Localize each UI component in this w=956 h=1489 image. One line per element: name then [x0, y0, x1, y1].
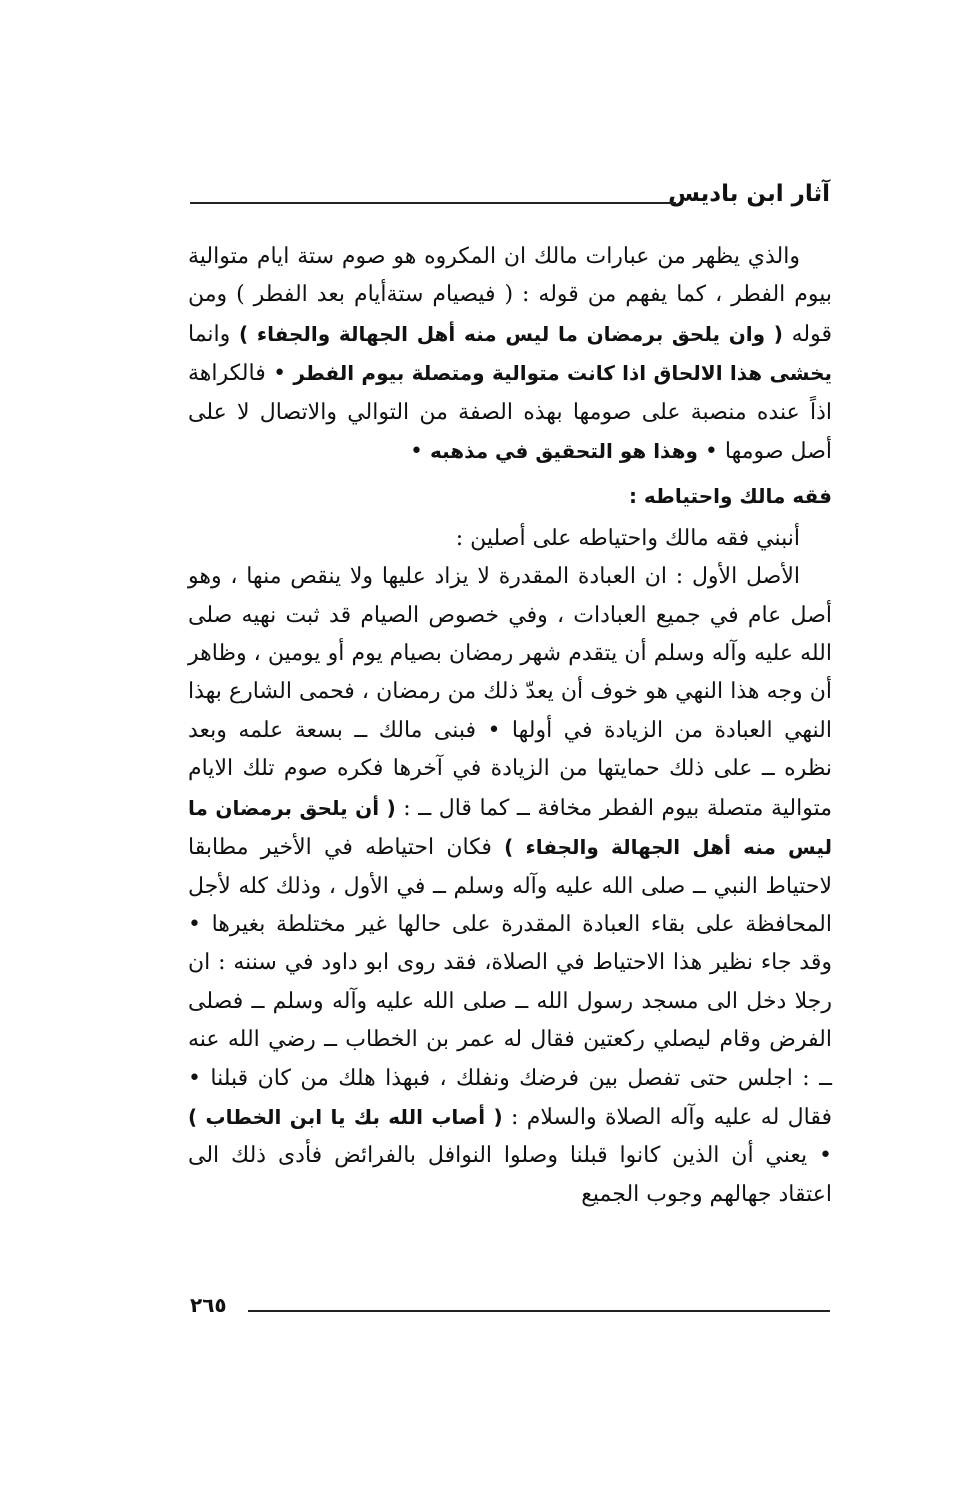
footer-rule	[248, 1310, 830, 1312]
paragraph-3-quote-2: ( أصاب الله بك يا ابن الخطاب )	[188, 1104, 503, 1129]
paragraph-3-text: الأصل الأول : ان العبادة المقدرة لا يزاد عليها ولا ينقص منها ، وهو أصل عام في جميع العبادات ، وفي خصوص الصيام قد ثبت نهيه صلى الله عليه وآله وسلم أن يتقدم شهر رمضان بصيام يوم أو يومين ، وظاهر أن وجه هذا النهي هو خوف أن يعدّ ذلك من رمضان ، فحمى الشارع بهذا النهي العبادة من الزيادة في أولها • فبنى مالك ــ بسعة علمه وبعد نظره ــ على ذلك حمايتها من الزيادة في آخرها فكره صوم تلك الايام متوالية متصلة بيوم الفطر مخافة ــ كما قال ــ :	[188, 564, 833, 821]
paragraph-1-bold-3: وهذا هو التحقيق في مذهبه	[429, 439, 698, 464]
paragraph-1-end: •	[410, 439, 430, 465]
section-heading: فقه مالك واحتياطه :	[628, 484, 832, 509]
paragraph-1	[188, 238, 832, 471]
paragraph-1-bold-2: يخشى هذا الالحاق اذا كانت متوالية ومتصلة بيوم الفطر	[293, 361, 832, 386]
paragraph-3	[188, 558, 832, 1214]
paragraph-3-text-2: فكان احتياطه في الأخير مطابقا لاحتياط النبي ــ صلى الله عليه وآله وسلم ــ في الأول ، وذلك كله لأجل المحافظة على بقاء العبادة المقدرة على حالها غير مختلطة بغيرها • وقد جاء نظير هذا الاحتياط في الصلاة، فقد روى ابو داود في سننه : ان رجلا دخل الى مسجد رسول الله ــ صلى الله عليه وآله وسلم ــ فصلى الفرض وقام ليصلي ركعتين فقال له عمر بن الخطاب ــ رضي الله عنه ــ : اجلس حتى تفصل بين فرضك ونفلك ، فبهذا هلك من كان قبلنا • فقال له عليه وآله الصلاة والسلام :	[188, 835, 832, 1130]
page-number: ٢٦٥	[190, 1293, 227, 1317]
running-header	[190, 178, 830, 218]
header-rule	[190, 202, 676, 204]
book-title: آثار ابن باديس	[668, 181, 830, 207]
running-footer	[190, 1290, 830, 1320]
paragraph-3-text-3: • يعني أن الذين كانوا قبلنا وصلوا النوافل بالفرائض فأدى ذلك الى اعتقاد جهالهم وجوب الجميع	[188, 1143, 832, 1207]
paragraph-1-text-3: • فالكراهة اذاً عنده منصبة على صومها بهذه الصفة من التوالي والاتصال لا على أصل صومها •	[188, 361, 832, 465]
paragraph-1-text: والذي يظهر من عبارات مالك ان المكروه هو صوم ستة ايام متوالية بيوم الفطر ، كما يفهم من قوله : ( فيصيام ستةأيام بعد الفطر ) ومن قوله	[188, 244, 833, 347]
body-text	[188, 238, 832, 1214]
paragraph-2: أنبني فقه مالك واحتياطه على أصلين :	[455, 525, 800, 551]
paragraph-1-text-2: وانما	[188, 321, 240, 347]
paragraph-1-quote: ( وان يلحق برمضان ما ليس منه أهل الجهالة والجفاء )	[239, 321, 783, 346]
paragraph-3-quote: ( أن يلحق برمضان ما ليس منه أهل الجهالة والجفاء )	[188, 795, 832, 860]
